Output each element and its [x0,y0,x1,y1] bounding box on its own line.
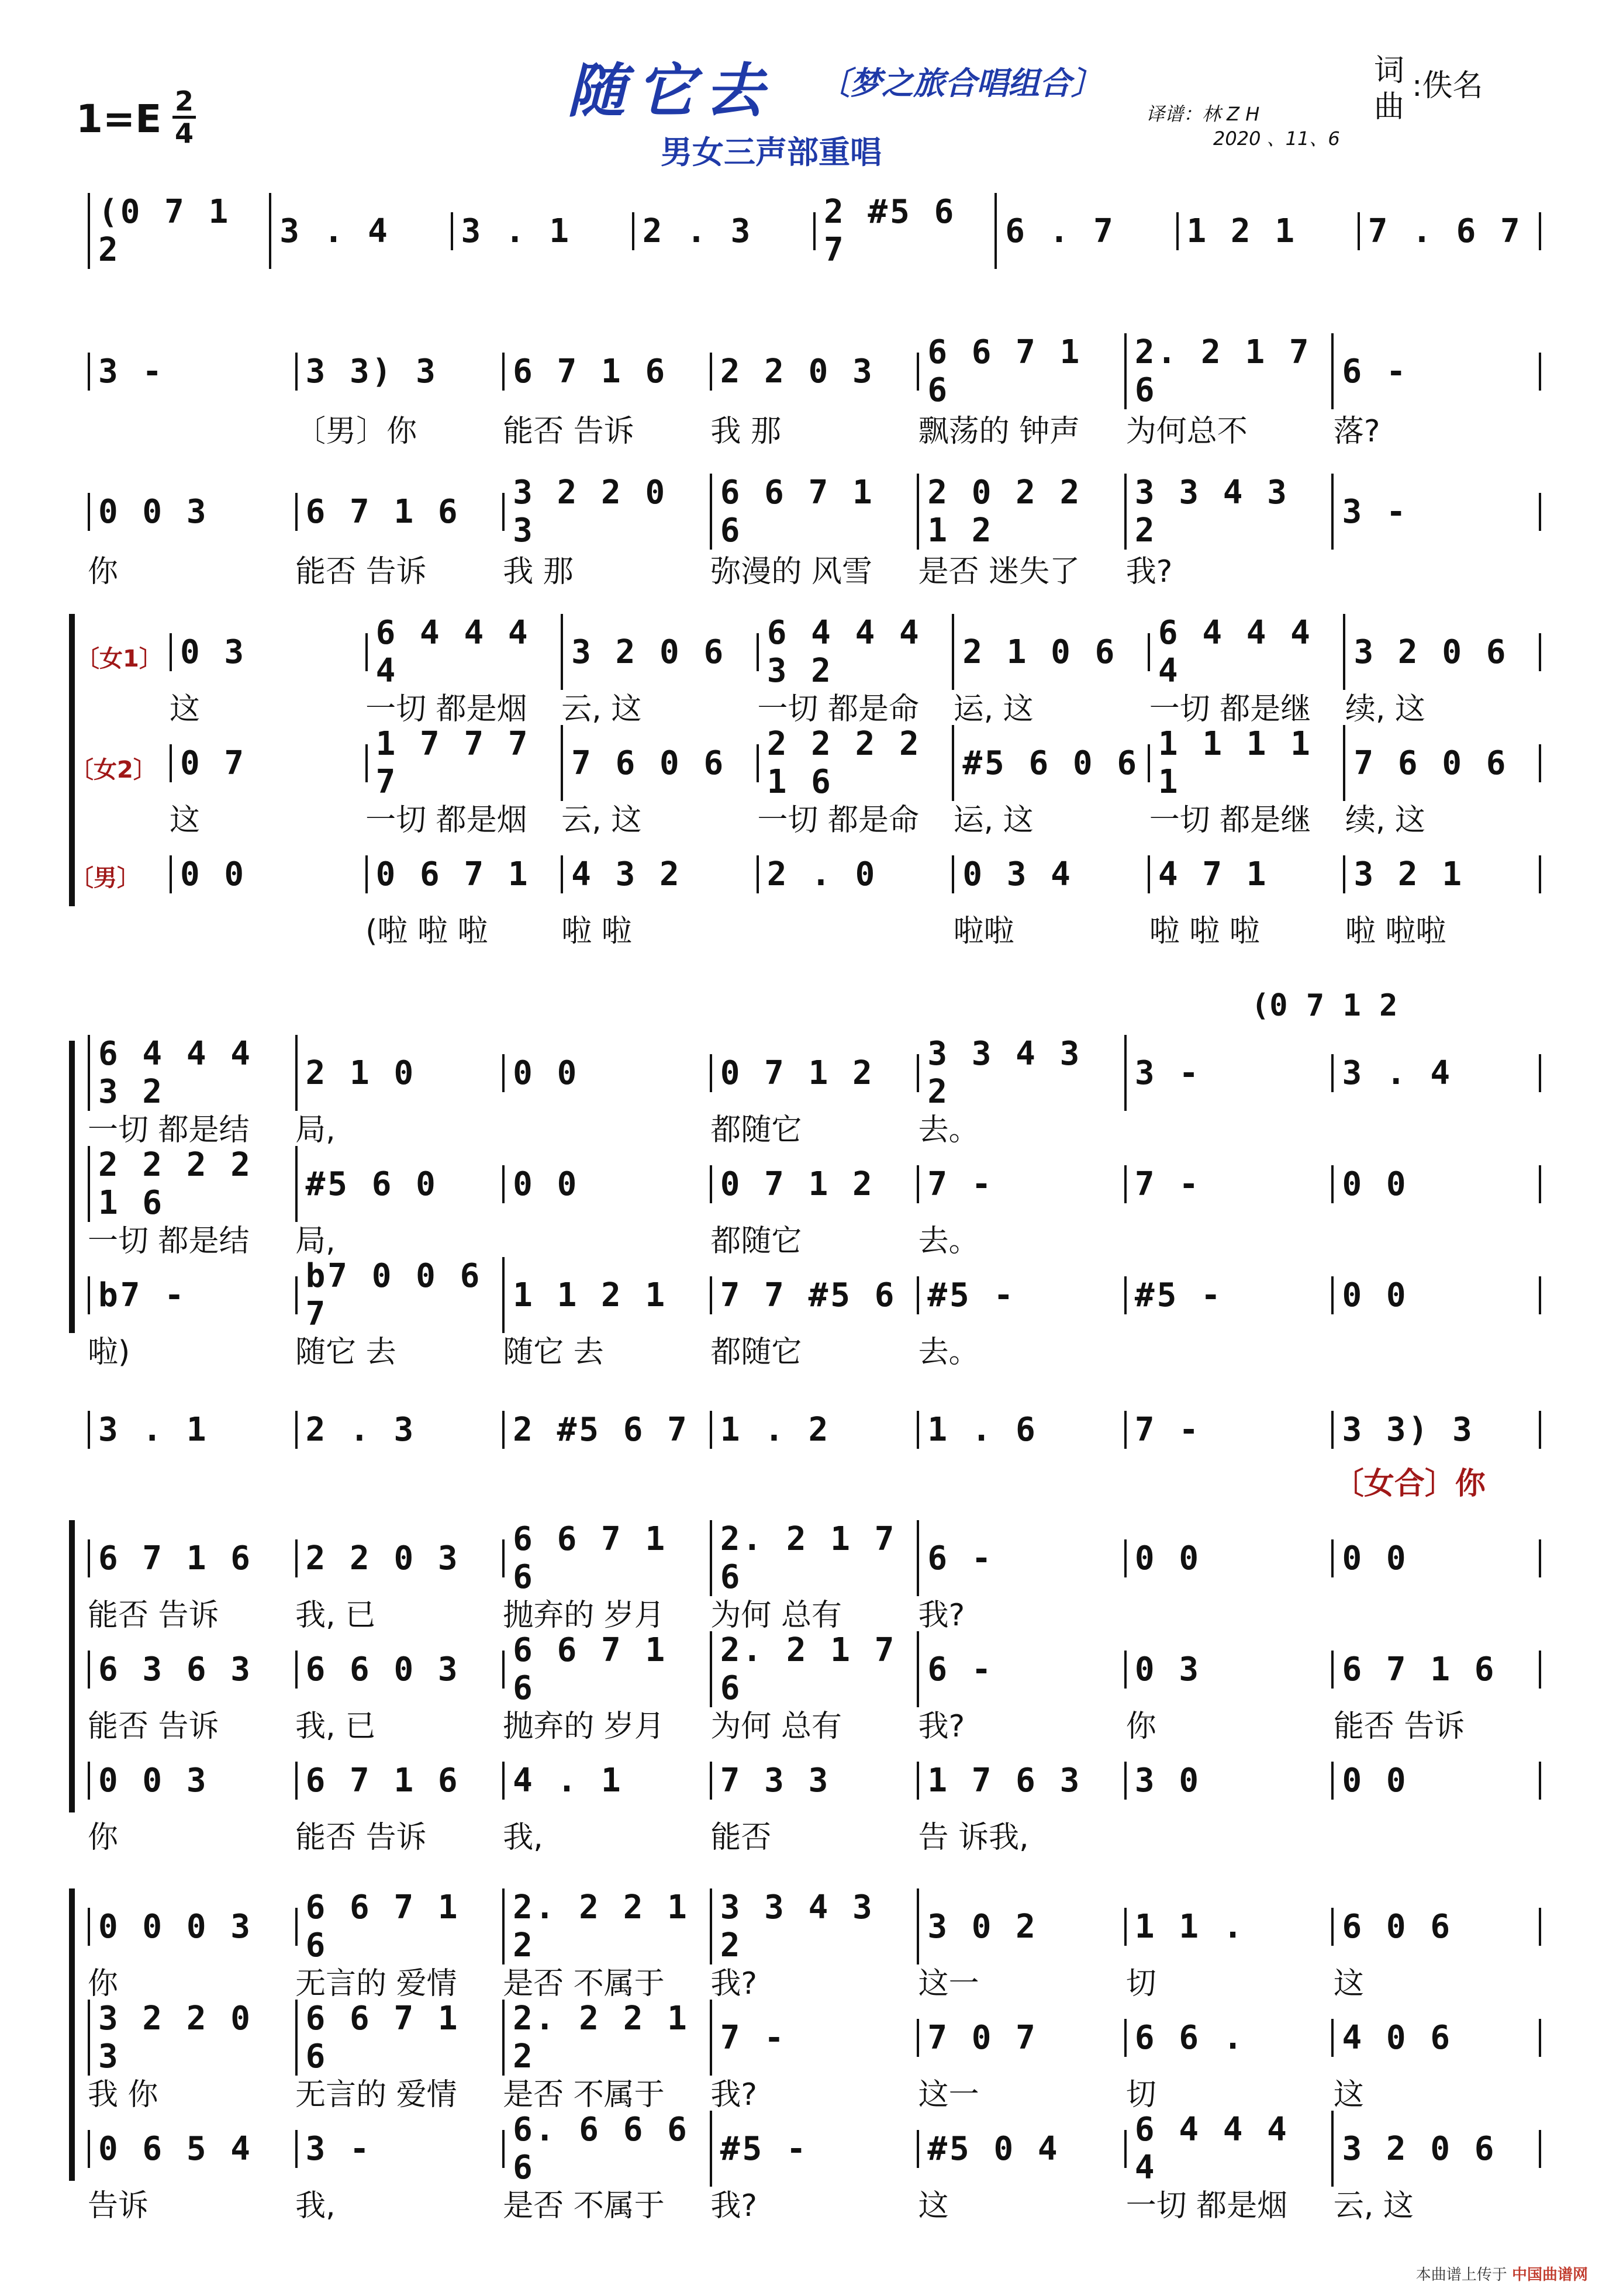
lyric: 我, 已 [295,1598,376,1633]
lyric [1126,1590,1334,1634]
notes-row [88,2000,1541,2076]
notes-row [88,1257,1541,1333]
measure: 3 2 0 6 [563,633,759,671]
measure: 1 2 1 [1179,212,1360,250]
measure: #5 - [1127,1276,1334,1314]
measure: 6 3 6 3 [88,1651,298,1689]
measure: 6 6 0 3 [298,1651,505,1689]
lyric: 为何 总有 [710,1598,842,1633]
measure: 7 - [712,2019,920,2057]
measure: 3 3 4 3 2 [1127,474,1334,550]
lyric: 都随它 [710,1113,802,1148]
lyric: 落? [1333,414,1380,449]
measure: 6 - [919,1651,1127,1689]
measure: 6 6 7 1 6 [298,1888,505,1964]
lyric: 〔男〕你 [295,414,417,449]
lyric: 我 那 [503,554,574,589]
measure: 3 - [88,353,298,391]
lyric: 运, 这 [953,692,1034,727]
lyric: 你 [88,554,119,589]
lyric: 我 你 [88,2077,158,2112]
lyric: 随它 去 [503,1335,604,1370]
measure: 6 4 4 4 4 [1150,614,1346,690]
voice-label-male: 〔男〕 [70,865,140,892]
lyric [1126,1327,1334,1371]
lyrics-row [88,1701,1541,1745]
lyric: 抛弃的 岁月 [503,1709,665,1744]
measure: 6 7 1 6 [298,493,505,531]
measure: 2 #5 6 7 [505,1411,712,1449]
lyrics-row [88,1327,1541,1371]
choir-bracket [69,1888,75,2181]
lyric: 这 [170,692,201,727]
lyric: 啦 啦啦 [1345,914,1446,949]
lyric: 局, [295,1113,336,1148]
voice-label-female1: 〔女1〕 [76,645,163,672]
lyric [1334,1105,1541,1149]
lyric [503,1105,710,1149]
measure: 1 1 . [1127,1908,1334,1946]
measure: 6 6 7 1 6 [505,1631,712,1707]
notes-row [88,1035,1541,1111]
notes-row [88,1754,1541,1807]
lyric: 云, 这 [561,803,642,838]
notes-row [88,2111,1541,2187]
footer [1416,2263,1588,2284]
lyric: 能否 告诉 [88,1598,219,1633]
measure: 0 7 [170,744,368,782]
measure: 6 7 1 6 [1334,1651,1541,1689]
lyrics-row [88,1459,1541,1503]
notes-row [88,1520,1541,1596]
measure: 6. 6 6 6 6 [505,2111,712,2187]
measure: 3 . 1 [453,212,634,250]
measure: 3 2 0 6 [1334,2130,1541,2168]
lyric: 抛弃的 岁月 [503,1598,665,1633]
measure: 6 7 1 6 [88,1539,298,1577]
lyric: 飘荡的 钟声 [918,414,1080,449]
measure: 3 - [1127,1054,1334,1092]
lyric: 能否 告诉 [503,414,634,449]
lyric: 去。 [918,1335,979,1370]
measure: 2 . 3 [634,212,816,250]
measure: 2 2 0 3 [298,1539,505,1577]
lyric: 〔女合〕你 [1333,1466,1486,1501]
measure: 6 - [919,1539,1127,1577]
measure: 6 7 1 6 [298,1762,505,1800]
lyric: 能否 告诉 [88,1709,219,1744]
measure: 1 7 6 3 [919,1762,1127,1800]
song-title: 随它去 [567,57,774,125]
lyric: 你 [1125,1709,1156,1744]
lyric [503,1216,710,1260]
notes-row [88,193,1541,269]
measure: #5 - [919,1276,1127,1314]
measure: 1 7 7 7 7 [368,725,564,801]
measure: 2. 2 2 1 2 [505,2000,712,2076]
lyric: 一切 都是命 [757,692,919,727]
measure: 6 6 7 1 6 [505,1520,712,1596]
footer-site[interactable]: 中国曲谱网 [1511,2266,1588,2284]
lyrics-row [88,406,1541,450]
notes-row [170,848,1541,900]
measure: 3 3 4 3 2 [919,1035,1127,1111]
lyrics-row [88,2181,1541,2225]
measure: 1 . 6 [919,1411,1127,1449]
lyrics-row [88,2070,1541,2114]
measure: #5 6 0 [298,1165,505,1203]
measure: 7 . 6 7 [1360,212,1541,250]
measure: 0 7 1 2 [712,1165,920,1203]
credit-music-label: 曲 [1374,89,1405,125]
measure: 7 3 3 [712,1762,920,1800]
footer-text: 本曲谱上传于 [1415,2266,1507,2284]
measure: 2. 2 1 7 6 [1127,333,1334,409]
lyric: 云, 这 [561,692,642,727]
measure: 3 - [298,2130,505,2168]
lyric: 随它 去 [295,1335,396,1370]
lyric [757,906,953,950]
measure: #5 - [712,2130,920,2168]
measure: 2. 2 2 1 2 [505,1888,712,1964]
lyric: 我? [710,2188,758,2224]
measure: 0 0 [505,1054,712,1092]
arrangement-subtitle: 男女三声部重唱 [661,134,882,171]
measure: 2 2 0 3 [712,353,920,391]
measure: 2 . 0 [759,855,955,893]
lyric: 无言的 爱情 [295,2077,457,2112]
measure: b7 0 0 6 7 [298,1257,505,1333]
measure: 7 - [1127,1411,1334,1449]
credit-lyrics-label: 词 [1374,53,1405,88]
measure: b7 - [88,1276,298,1314]
lyric: 能否 [710,1820,772,1855]
lyric [1334,547,1541,591]
measure: 1 1 2 1 [505,1276,712,1314]
measure: 3 . 4 [271,212,453,250]
measure: 2 #5 6 7 [816,193,997,269]
lyric: 这一 [918,2077,979,2112]
lyric: 你 [88,1820,119,1855]
measure: 4 7 1 [1150,855,1346,893]
measure: 2. 2 1 7 6 [712,1631,920,1707]
lyric [1334,1216,1541,1260]
voice-label-female2: 〔女2〕 [70,757,157,783]
lyric: 是否 不属于 [503,2188,665,2224]
date: 2020 、11、6 [1213,127,1340,150]
lyric [88,1459,295,1503]
lyric [1334,1590,1541,1634]
choir-bracket [69,1041,75,1333]
measure: 6 0 6 [1334,1908,1541,1946]
lyric: 都随它 [710,1335,802,1370]
lyric: 切 [1125,1966,1156,2001]
measure: 0 0 [1127,1539,1334,1577]
measure: 1 . 2 [712,1411,920,1449]
lyric: 我? [710,1966,758,2001]
measure: 0 7 1 2 [712,1054,920,1092]
measure: 2 1 0 [298,1054,505,1092]
measure: 6 4 4 4 4 [1127,2111,1334,2187]
lyric [503,1459,710,1503]
time-bottom: 4 [174,118,194,149]
lyric: 我, 已 [295,1709,376,1744]
notes-row [88,474,1541,550]
lyric [1126,1459,1334,1503]
notes-row [88,1403,1541,1456]
lyric [170,906,365,950]
measure: 0 3 4 [954,855,1150,893]
lyrics-row [170,795,1541,839]
lyric: 都随它 [710,1224,802,1259]
measure: 2. 2 1 7 6 [712,1520,920,1596]
lyric: 你 [88,1966,119,2001]
choir-bracket [69,1520,75,1812]
lyric: 是否 不属于 [503,1966,665,2001]
measure: 3 2 1 [1345,855,1541,893]
measure: 3 . 4 [1334,1054,1541,1092]
measure: 0 0 [1334,1762,1541,1800]
lyric: 运, 这 [953,803,1034,838]
lyric: 告诉 [88,2188,149,2224]
lyric: 一切 都是继 [1149,692,1311,727]
lyric [1334,1327,1541,1371]
translator: 译谱：林 Z H [1146,103,1260,125]
lyric: 这 [1333,2077,1364,2112]
measure: 3 0 [1127,1762,1334,1800]
notes-row [88,333,1541,409]
measure: 4 0 6 [1334,2019,1541,2057]
measure: 6 4 4 4 4 [368,614,564,690]
lyric: 弥漫的 风雪 [710,554,872,589]
lyrics-row [88,1105,1541,1149]
lyrics-row [88,1216,1541,1260]
lyric [1126,1105,1334,1149]
measure: 3 - [1334,493,1541,531]
lyric [295,1459,503,1503]
measure: 6 6 7 1 6 [298,2000,505,2076]
measure: 6 4 4 4 3 2 [759,614,955,690]
measure: 0 3 [1127,1651,1334,1689]
lyric: 续, 这 [1345,803,1425,838]
measure: (0 7 1 2 [88,193,271,269]
measure: 1 1 1 1 1 [1150,725,1346,801]
lyric: 为何总不 [1125,414,1248,449]
measure: #5 0 4 [919,2130,1127,2168]
lyric: 云, 这 [1333,2188,1414,2224]
lyric: 啦啦 [953,914,1014,949]
lyric: 为何 总有 [710,1709,842,1744]
lyric: 能否 告诉 [295,554,427,589]
lyric: 这 [170,803,201,838]
lyric: 我? [710,2077,758,2112]
credit-name: :佚名 [1412,68,1483,103]
measure: 3 . 1 [88,1411,298,1449]
lyric: 一切 都是结 [88,1113,250,1148]
measure: 0 6 5 4 [88,2130,298,2168]
lyrics-row [170,906,1541,950]
lyric: 我? [918,1709,965,1744]
measure: 0 0 [1334,1539,1541,1577]
lyric: 是否 不属于 [503,2077,665,2112]
lyric: 去。 [918,1224,979,1259]
lyrics-row [88,547,1541,591]
measure: 7 7 #5 6 [712,1276,920,1314]
lyric: 无言的 爱情 [295,1966,457,2001]
measure: 4 3 2 [563,855,759,893]
intro-reprise: (0 7 1 2 [1251,988,1398,1023]
measure: 3 2 2 0 3 [88,2000,298,2076]
lyric: 能否 告诉 [1333,1709,1465,1744]
measure: 6 7 1 6 [505,353,712,391]
lyric [918,1459,1126,1503]
lyrics-row [88,1959,1541,2002]
lyric: 一切 都是烟 [365,692,527,727]
lyric: 去。 [918,1113,979,1148]
notes-row [170,614,1541,690]
measure: 3 2 2 0 3 [505,474,712,550]
measure: 2 1 0 6 [954,633,1150,671]
measure: 6 6 7 1 6 [919,333,1127,409]
lyric: 告 诉我, [918,1820,1029,1855]
notes-row [88,1146,1541,1222]
lyric: 这 [1333,1966,1364,2001]
notes-row [170,725,1541,801]
time-top: 2 [174,85,194,117]
lyric: 一切 都是烟 [365,803,527,838]
measure: 7 0 7 [919,2019,1127,2057]
measure: 3 3) 3 [1334,1411,1541,1449]
lyric: 啦 啦 [561,914,632,949]
measure: 2 0 2 2 1 2 [919,474,1127,550]
lyric [1334,1812,1541,1856]
notes-row [88,1631,1541,1707]
lyric: 续, 这 [1345,692,1425,727]
measure: 6 - [1334,353,1541,391]
lyric: 我 那 [710,414,781,449]
measure: 2 . 3 [298,1411,505,1449]
measure: 6 . 7 [997,212,1178,250]
lyrics-row [88,1812,1541,1856]
measure: 6 6 7 1 6 [712,474,920,550]
lyric: 一切 都是烟 [1125,2188,1288,2224]
performer-group: 〔梦之旅合唱组合〕 [819,65,1103,102]
key-signature: 1=E [76,96,162,141]
lyric: 我? [918,1598,965,1633]
lyric: 是否 迷失了 [918,554,1080,589]
lyric [1126,1216,1334,1260]
measure: 0 0 [1334,1276,1541,1314]
lyric: 我, [295,2188,336,2224]
measure: 0 6 7 1 [368,855,564,893]
lyric [710,1459,918,1503]
lyric: 一切 都是结 [88,1224,250,1259]
lyric: 能否 告诉 [295,1820,427,1855]
measure: 0 0 [1334,1165,1541,1203]
measure: 6 6 . [1127,2019,1334,2057]
time-signature [172,85,196,149]
measure: 3 0 2 [919,1908,1127,1946]
lyric: 这 [918,2188,949,2224]
measure: 0 0 3 [88,493,298,531]
measure: #5 6 0 6 [954,744,1150,782]
notes-row [88,1888,1541,1964]
measure: 2 2 2 2 1 6 [759,725,955,801]
measure: 0 0 3 [88,1762,298,1800]
lyric: 局, [295,1224,336,1259]
measure: 0 0 [170,855,368,893]
lyric: 我? [1125,554,1173,589]
measure: 7 - [1127,1165,1334,1203]
lyric: 一切 都是命 [757,803,919,838]
measure: 7 6 0 6 [1345,744,1541,782]
lyric [88,406,295,450]
measure: 3 3) 3 [298,353,505,391]
measure: 0 3 [170,633,368,671]
lyric: 啦) [88,1335,130,1370]
lyric: 一切 都是继 [1149,803,1311,838]
measure: 3 2 0 6 [1345,633,1541,671]
lyric: 这一 [918,1966,979,2001]
measure: 2 2 2 2 1 6 [88,1146,298,1222]
lyrics-row [170,684,1541,728]
measure: 0 0 0 3 [88,1908,298,1946]
measure: 0 0 [505,1165,712,1203]
lyric: (啦 啦 啦 [365,914,488,949]
lyric [1126,1812,1334,1856]
lyric: 啦 啦 啦 [1149,914,1260,949]
lyric: 切 [1125,2077,1156,2112]
lyric: 我, [503,1820,543,1855]
lyrics-row [88,1590,1541,1634]
measure: 4 . 1 [505,1762,712,1800]
measure: 3 3 4 3 2 [712,1888,920,1964]
measure: 7 - [919,1165,1127,1203]
measure: 6 4 4 4 3 2 [88,1035,298,1111]
measure: 7 6 0 6 [563,744,759,782]
